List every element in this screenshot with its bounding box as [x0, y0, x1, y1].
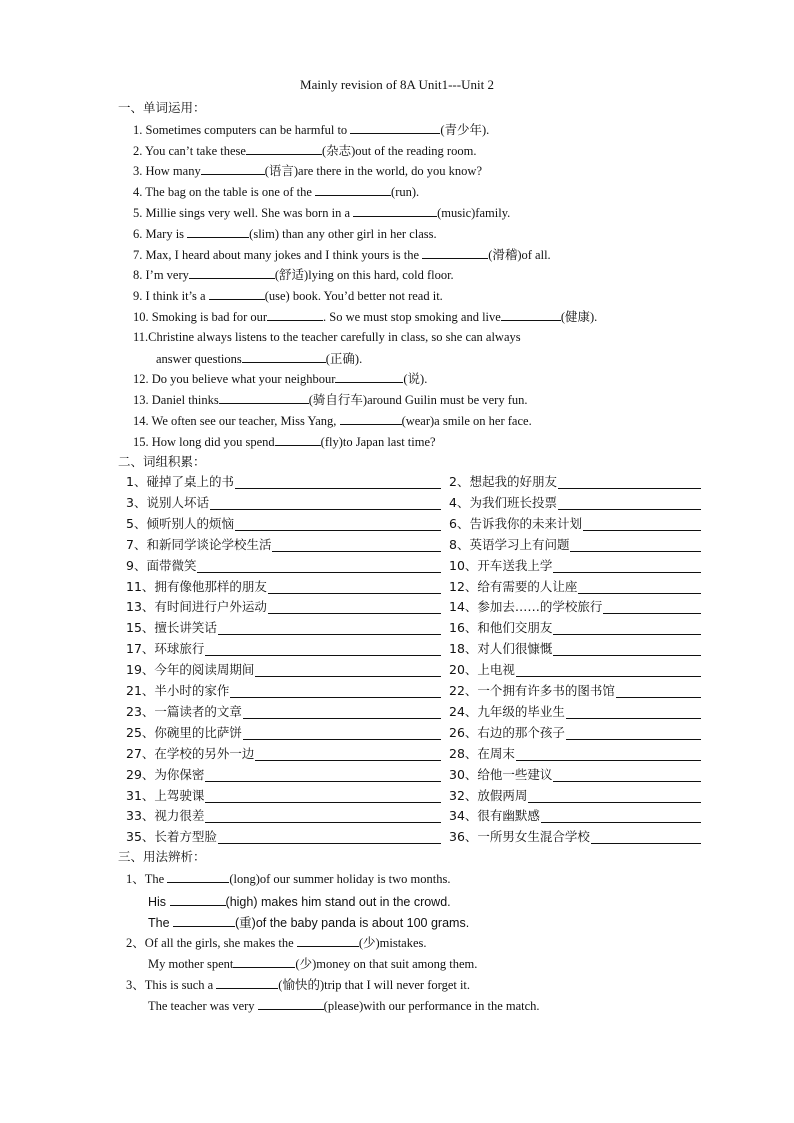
phrase-item: 35、长着方型脸	[126, 829, 217, 845]
phrase-item: 7、和新同学谈论学校生活	[126, 536, 272, 552]
answer-line[interactable]	[205, 822, 441, 823]
phrase-item: 20、上电视	[449, 662, 515, 678]
phrase-item: 4、为我们班长投票	[449, 494, 557, 510]
answer-blank[interactable]	[275, 433, 321, 446]
answer-blank[interactable]	[167, 870, 229, 883]
phrase-item: 23、一篇读者的文章	[126, 703, 242, 719]
answer-line[interactable]	[553, 655, 701, 656]
s1-item-8: 8. I’m very (舒适)lying on this hard, cold floor.	[133, 268, 454, 282]
answer-line[interactable]	[558, 488, 701, 489]
phrase-item: 2、想起我的好朋友	[449, 474, 557, 489]
section3-heading: 三、用法辨析：	[118, 849, 206, 864]
answer-blank[interactable]	[189, 266, 275, 279]
answer-blank[interactable]	[170, 893, 226, 906]
answer-line[interactable]	[255, 676, 441, 677]
phrase-item: 8、英语学习上有问题	[449, 536, 570, 552]
answer-blank[interactable]	[340, 412, 402, 425]
phrase-item: 5、倾听别人的烦恼	[126, 515, 234, 531]
answer-line[interactable]	[210, 509, 441, 510]
answer-blank[interactable]	[297, 934, 359, 947]
answer-line[interactable]	[591, 843, 701, 844]
answer-blank[interactable]	[315, 183, 391, 196]
answer-line[interactable]	[516, 760, 701, 761]
answer-line[interactable]	[578, 593, 701, 594]
answer-line[interactable]	[603, 613, 701, 614]
answer-line[interactable]	[516, 676, 701, 677]
section2-heading: 二、词组积累：	[118, 454, 206, 469]
answer-blank[interactable]	[187, 225, 249, 238]
answer-blank[interactable]	[267, 308, 323, 321]
answer-line[interactable]	[205, 781, 441, 782]
s1-item-2: 2. You can’t take these (杂志)out of the reading room.	[133, 144, 477, 158]
answer-line[interactable]	[268, 613, 441, 614]
phrase-item: 32、放假两周	[449, 787, 528, 803]
s1-item-13: 13. Daniel thinks (骑自行车)around Guilin must be very fun.	[133, 393, 528, 407]
phrase-item: 18、对人们很慷慨	[449, 641, 553, 657]
section1-heading: 一、单词运用：	[118, 100, 206, 115]
answer-line[interactable]	[553, 634, 701, 635]
answer-line[interactable]	[235, 530, 441, 531]
answer-line[interactable]	[205, 802, 441, 803]
s1-item-6: 6. Mary is (slim) than any other girl in her class.	[133, 227, 437, 241]
answer-line[interactable]	[558, 509, 701, 510]
phrase-item: 30、给他一些建议	[449, 766, 553, 782]
phrase-item: 29、为你保密	[126, 766, 205, 782]
answer-line[interactable]	[566, 739, 701, 740]
answer-blank[interactable]	[219, 391, 309, 404]
s1-item-14: 14. We often see our teacher, Miss Yang, (wear)a smile on her face.	[133, 414, 532, 428]
phrase-item: 14、参加去……的学校旅行	[449, 599, 603, 615]
phrase-item: 36、一所男女生混合学校	[449, 829, 590, 845]
s1-item-11: 11.Christine always listens to the teacher carefully in class, so she can always	[133, 330, 521, 344]
answer-blank[interactable]	[353, 204, 437, 217]
s3-item-1b: His (high) makes him stand out in the crowd.	[148, 895, 451, 909]
answer-line[interactable]	[243, 718, 441, 719]
phrase-item: 27、在学校的另外一边	[126, 745, 255, 761]
answer-line[interactable]	[272, 551, 441, 552]
phrase-item: 24、九年级的毕业生	[449, 703, 565, 719]
phrase-item: 33、视力很差	[126, 808, 205, 824]
s1-item-9: 9. I think it’s a (use) book. You’d better not read it.	[133, 289, 443, 303]
answer-blank[interactable]	[216, 976, 278, 989]
answer-line[interactable]	[553, 572, 701, 573]
s3-item-3: 3、This is such a (愉快的)trip that I will never forget it.	[126, 978, 471, 992]
answer-line[interactable]	[541, 822, 701, 823]
phrase-item: 9、面带微笑	[126, 557, 197, 573]
answer-blank[interactable]	[233, 955, 295, 968]
answer-line[interactable]	[255, 760, 441, 761]
phrase-item: 28、在周末	[449, 745, 515, 761]
answer-blank[interactable]	[209, 287, 265, 300]
phrase-item: 13、有时间进行户外运动	[126, 599, 267, 615]
phrase-item: 34、很有幽默感	[449, 808, 540, 824]
phrase-item: 11、拥有像他那样的朋友	[126, 578, 267, 594]
phrase-item: 31、上驾驶课	[126, 787, 205, 803]
phrase-item: 26、右边的那个孩子	[449, 724, 565, 740]
phrase-item: 3、说别人坏话	[126, 494, 209, 510]
phrase-item: 1、碰掉了桌上的书	[126, 474, 234, 489]
answer-line[interactable]	[235, 488, 441, 489]
phrase-item: 19、今年的阅读周期间	[126, 662, 255, 678]
s1-item-4: 4. The bag on the table is one of the (run).	[133, 185, 420, 199]
s1-item-1: 1. Sometimes computers can be harmful to (青少年).	[133, 123, 490, 137]
phrase-item: 10、开车送我上学	[449, 557, 553, 573]
s3-item-1c: The (重)of the baby panda is about 100 grams.	[148, 916, 470, 930]
answer-line[interactable]	[205, 655, 441, 656]
answer-blank[interactable]	[350, 121, 440, 134]
s1-item-10: 10. Smoking is bad for our . So we must stop smoking and live (健康).	[133, 310, 598, 324]
answer-line[interactable]	[218, 634, 441, 635]
s3-item-1: 1、The (long)of our summer holiday is two months.	[126, 872, 451, 886]
answer-line[interactable]	[566, 718, 701, 719]
answer-line[interactable]	[230, 697, 441, 698]
answer-blank[interactable]	[201, 162, 265, 175]
answer-blank[interactable]	[173, 914, 235, 927]
s1-item-5: 5. Millie sings very well. She was born in a (music)family.	[133, 206, 511, 220]
phrase-item: 12、给有需要的人让座	[449, 578, 578, 594]
s3-item-2b: My mother spent (少)money on that suit among them.	[148, 957, 478, 971]
answer-blank[interactable]	[335, 370, 403, 383]
s1-item-7: 7. Max, I heard about many jokes and I think yours is the (滑稽)of all.	[133, 248, 551, 262]
phrase-item: 25、你碗里的比萨饼	[126, 724, 242, 740]
s1-item-12: 12. Do you believe what your neighbour (说).	[133, 372, 428, 386]
answer-line[interactable]	[197, 572, 441, 573]
answer-line[interactable]	[268, 593, 441, 594]
answer-line[interactable]	[583, 530, 701, 531]
answer-blank[interactable]	[501, 308, 561, 321]
s1-item-15: 15. How long did you spend (fly)to Japan last time?	[133, 435, 436, 449]
phrase-item: 6、告诉我你的未来计划	[449, 515, 582, 531]
phrase-item: 16、和他们交朋友	[449, 620, 553, 636]
answer-blank[interactable]	[258, 997, 324, 1010]
answer-line[interactable]	[553, 781, 701, 782]
answer-line[interactable]	[528, 802, 701, 803]
answer-blank[interactable]	[246, 142, 322, 155]
answer-line[interactable]	[218, 843, 441, 844]
answer-line[interactable]	[616, 697, 701, 698]
phrase-item: 22、一个拥有许多书的图书馆	[449, 683, 615, 698]
answer-blank[interactable]	[422, 246, 488, 259]
s3-item-3b: The teacher was very (please)with our performance in the match.	[148, 999, 540, 1013]
s1-item-3: 3. How many (语言)are there in the world, do you know?	[133, 164, 483, 178]
page-title: Mainly revision of 8A Unit1---Unit 2	[300, 77, 494, 92]
answer-blank[interactable]	[242, 350, 326, 363]
phrase-item: 17、环球旅行	[126, 641, 205, 657]
answer-line[interactable]	[570, 551, 701, 552]
s1-item-11-cont: answer questions (正确).	[156, 352, 363, 366]
answer-line[interactable]	[243, 739, 441, 740]
phrase-item: 21、半小时的家作	[126, 683, 230, 698]
phrase-item: 15、擅长讲笑话	[126, 620, 217, 636]
s3-item-2: 2、Of all the girls, she makes the (少)mistakes.	[126, 936, 427, 950]
